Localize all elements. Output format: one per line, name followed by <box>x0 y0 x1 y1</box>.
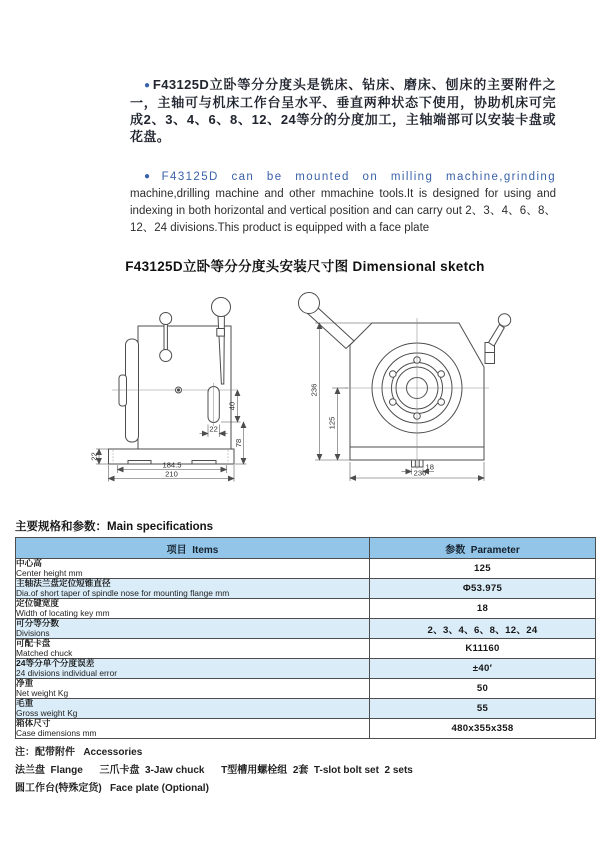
spec-item-en: 24 divisions individual error <box>16 667 118 678</box>
spec-value: 2、3、4、6、8、12、24 <box>370 619 596 639</box>
t-slot <box>208 383 219 426</box>
bullet-icon: ● <box>144 170 160 182</box>
spec-item-en: Net weight Kg <box>16 687 69 698</box>
clamp-lever-front <box>485 314 511 364</box>
spec-row <box>16 679 596 699</box>
dim-label-230: 230 <box>413 468 427 478</box>
spec-item-en: Width of locating key mm <box>16 607 110 618</box>
dim-label-40: 40 <box>227 401 237 411</box>
dim-label-18: 18 <box>425 462 434 472</box>
intro-paragraph-en <box>130 168 556 237</box>
dim-label-210: 210 <box>165 469 178 479</box>
spec-item-cn: 可分等分数 <box>16 618 59 629</box>
spec-item-cn: 主轴法兰盘定位短锥直径 <box>16 578 111 589</box>
spec-value: 50 <box>370 679 596 699</box>
spec-row <box>16 719 596 739</box>
dim-label-78: 78 <box>234 438 243 448</box>
crank-handle-front <box>299 293 355 349</box>
col-header-items: 项目 Items <box>16 538 370 559</box>
specs-table <box>15 537 596 739</box>
dim-label-22-slot: 22 <box>209 424 218 434</box>
spec-row <box>16 699 596 719</box>
side-view-drawing <box>88 292 288 488</box>
spec-item-en: Case dimensions mm <box>16 727 97 738</box>
spec-value: 55 <box>370 699 596 719</box>
spec-item-cn: 可配卡盘 <box>16 638 51 649</box>
spec-item-cn: 中心高 <box>16 558 42 569</box>
spec-value: 125 <box>370 559 596 579</box>
spec-value: Φ53.975 <box>370 579 596 599</box>
dim-label-184-5: 184.5 <box>162 460 182 470</box>
note-accessory-list: 法兰盘 Flange 三爪卡盘 3-Jaw chuck T型槽用螺栓组 2套 T-slot bolt set 2 sets <box>15 765 413 776</box>
spec-item-en: Dia.of short taper of spindle nose for mounting flange mm <box>16 587 230 598</box>
spec-value: 18 <box>370 599 596 619</box>
dim-label-236: 236 <box>309 383 319 397</box>
specs-header-row <box>16 538 596 559</box>
spec-item-cn: 定位键宽度 <box>16 598 59 609</box>
spec-value: 480x355x358 <box>370 719 596 739</box>
note-faceplate-optional: 圆工作台(特殊定货) Face plate (Optional) <box>15 783 209 794</box>
spec-row <box>16 559 596 579</box>
spec-item-en: Center height mm <box>16 567 83 578</box>
spec-item-en: Matched chuck <box>16 647 73 658</box>
spec-item-cn: 箱体尺寸 <box>16 718 51 729</box>
spec-item-cn: 净重 <box>16 678 34 689</box>
sketch-title: F43125D立卧等分分度头安装尺寸图 Dimensional sketch <box>125 259 485 274</box>
intro-paragraph-cn <box>130 76 556 145</box>
intro-text-cn: F43125D立卧等分分度头是铣床、钻床、磨床、刨床的主要附件之一，主轴可与机床工作台呈水平、垂直两种状态下使用，协助机床可完成2、3、4、6、8、12、24等分的分度加工，主轴端部可以安装卡盘或花盘。 <box>130 77 556 144</box>
specs-section-title: 主要规格和参数：Main specifications <box>15 521 214 533</box>
spec-row <box>16 599 596 619</box>
bullet-icon: ● <box>144 80 151 91</box>
spec-row <box>16 579 596 599</box>
spec-item-en: Divisions <box>16 627 50 638</box>
spec-value: K11160 <box>370 639 596 659</box>
spec-item-cn: 24等分单个分度误差 <box>16 658 95 669</box>
dim-label-22-base: 22 <box>89 452 99 461</box>
spec-row <box>16 659 596 679</box>
spec-row <box>16 619 596 639</box>
spec-item-en: Gross weight Kg <box>16 707 78 718</box>
intro-text-en: F43125D can be mounted on milling machine,grinding machine,drilling machine and other mmachine tools.It is designed for using and indexing in both horizontal and vertical position and can carry out 2、3、4、6、8、12、24 divisions.This product is equipped with a face plate <box>130 170 556 234</box>
col-header-parameter: 参数 Parameter <box>370 538 596 559</box>
note-accessories: 注：配带附件 Accessories <box>15 747 143 758</box>
front-view-drawing <box>292 290 517 490</box>
spec-row <box>16 639 596 659</box>
spec-value: ±40′ <box>370 659 596 679</box>
dim-label-125: 125 <box>327 416 337 430</box>
spec-item-cn: 毛重 <box>16 698 34 709</box>
